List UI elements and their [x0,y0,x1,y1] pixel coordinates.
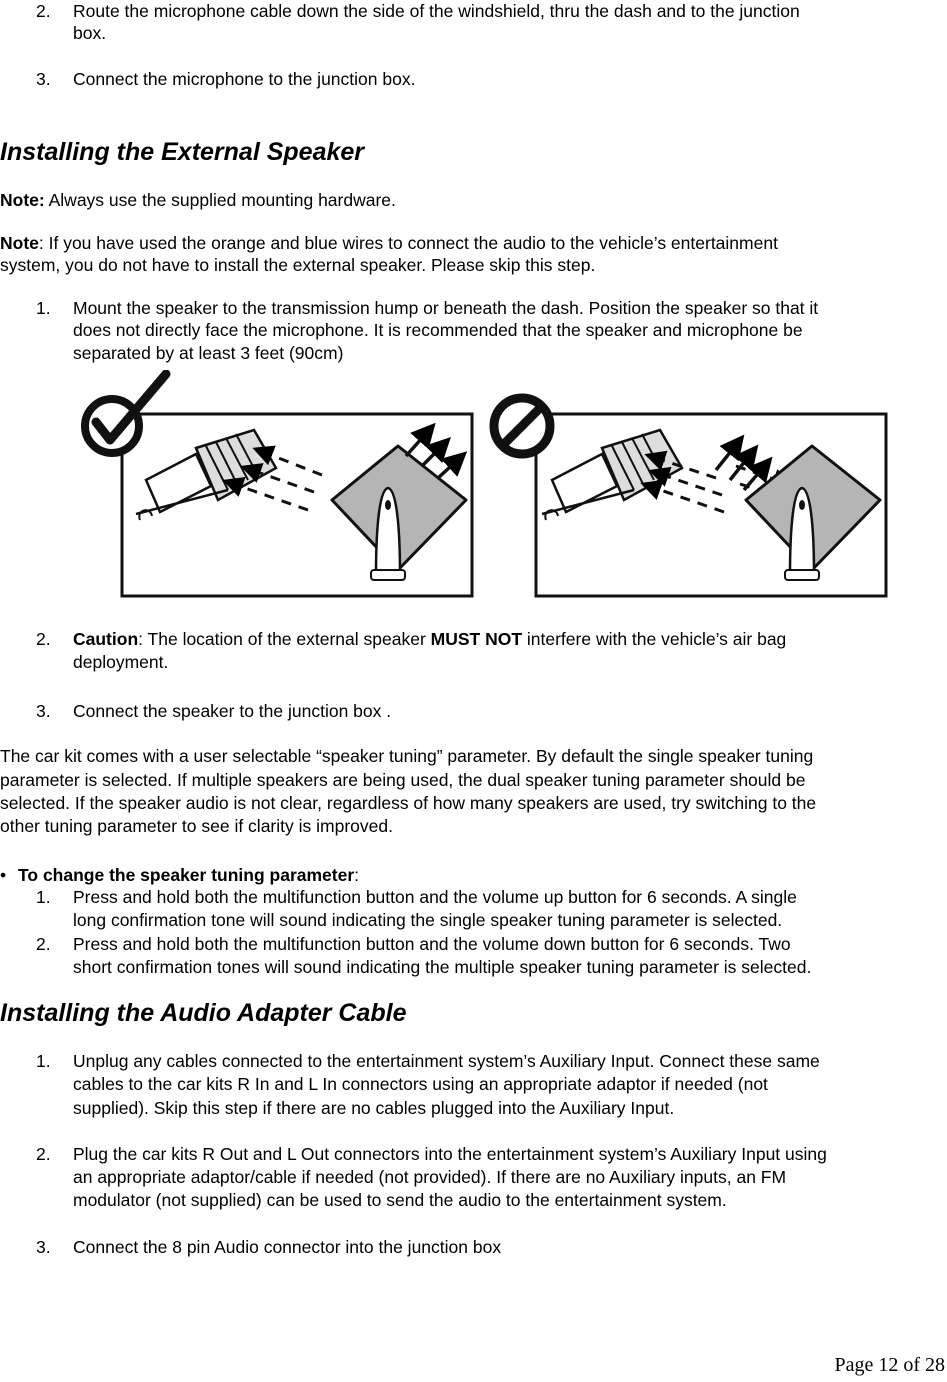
speaker-placement-figure [76,370,896,602]
step-text: cables to the car kits R In and L In connectors using an appropriate adaptor if needed (not [73,1074,768,1094]
correct-placement-panel [85,374,472,596]
step-text: Press and hold both the multifunction button and the volume up button for 6 seconds. A single [73,887,797,907]
step-text: box. [73,23,107,43]
step-number: 2. [36,1,51,21]
step-text: long confirmation tone will sound indicating the single speaker tuning parameter is selected. [73,910,783,930]
step-number: 2. [36,934,51,954]
must-not-emphasis: MUST NOT [430,629,523,649]
step-text: Connect the 8 pin Audio connector into the junction box [73,1237,502,1257]
step-number: 1. [36,298,51,318]
note-skip-step [0,232,778,254]
step-text: does not directly face the microphone. It is recommended that the speaker and microphone be [73,320,803,340]
bullet-colon: : [354,865,360,885]
note-label: Note: [0,190,45,210]
paragraph-line: parameter is selected. If multiple speakers are being used, the dual speaker tuning parameter should be [0,770,806,790]
page-number: Page 12 of 28 [834,1354,945,1376]
step-number: 3. [36,1237,51,1257]
note-text: Always use the supplied mounting hardware. [44,190,396,210]
step-text: modulator (not supplied) can be used to send the audio to the entertainment system. [73,1190,727,1210]
step-text: supplied). Skip this step if there are no cables plugged into the Auxiliary Input. [73,1098,675,1118]
microphone-illustration [542,430,682,520]
step-text: separated by at least 3 feet (90cm) [73,343,344,363]
paragraph-line: other tuning parameter to see if clarity is improved. [0,816,393,836]
note-mounting-hardware [0,189,396,211]
note-text: : If you have used the orange and blue wires to connect the audio to the vehicle’s entertainment [38,233,778,253]
step-text: Press and hold both the multifunction button and the volume down button for 6 seconds. Two [73,934,791,954]
step-number: 3. [36,701,51,721]
step-number: 1. [36,1051,51,1071]
step-text: deployment. [73,652,169,672]
step-text [73,628,786,650]
step-text: Route the microphone cable down the side of the windshield, thru the dash and to the junction [73,1,800,21]
step-text: Connect the speaker to the junction box . [73,701,392,721]
bullet-label: To change the speaker tuning parameter [18,865,355,885]
caution-text: interfere with the vehicle’s air bag [522,629,787,649]
step-text: Unplug any cables connected to the entertainment system’s Auxiliary Input. Connect these same [73,1051,820,1071]
speaker-illustration [332,428,466,580]
step-number: 2. [36,629,51,649]
paragraph-line: selected. If the speaker audio is not clear, regardless of how many speakers are used, try switching to the [0,793,817,813]
note-label: Note [0,233,39,253]
step-text: an appropriate adaptor/cable if needed (not provided). If there are no Auxiliary inputs, an FM [73,1167,787,1187]
microphone-illustration [136,430,276,520]
step-text: short confirmation tones will sound indicating the multiple speaker tuning parameter is selected. [73,957,812,977]
prohibited-icon [494,398,550,454]
step-number: 3. [36,69,51,89]
step-text: Connect the microphone to the junction box. [73,69,416,89]
section-heading-external-speaker: Installing the External Speaker [0,138,365,166]
note-text-continued: system, you do not have to install the external speaker. Please skip this step. [0,255,596,275]
step-number: 2. [36,1144,51,1164]
section-heading-audio-adapter: Installing the Audio Adapter Cable [0,999,407,1027]
caution-text: : The location of the external speaker [138,629,431,649]
caution-label: Caution [73,629,139,649]
step-number: 1. [36,887,51,907]
step-text: Plug the car kits R Out and L Out connectors into the entertainment system’s Auxiliary Input using [73,1144,827,1164]
incorrect-placement-panel [494,398,886,596]
bullet-icon: • [0,865,7,885]
speaker-illustration [716,440,880,580]
bullet-change-tuning [0,864,359,886]
step-text: Mount the speaker to the transmission hump or beneath the dash. Position the speaker so that it [73,298,819,318]
paragraph-line: The car kit comes with a user selectable “speaker tuning” parameter. By default the single speaker tuning [0,746,814,766]
